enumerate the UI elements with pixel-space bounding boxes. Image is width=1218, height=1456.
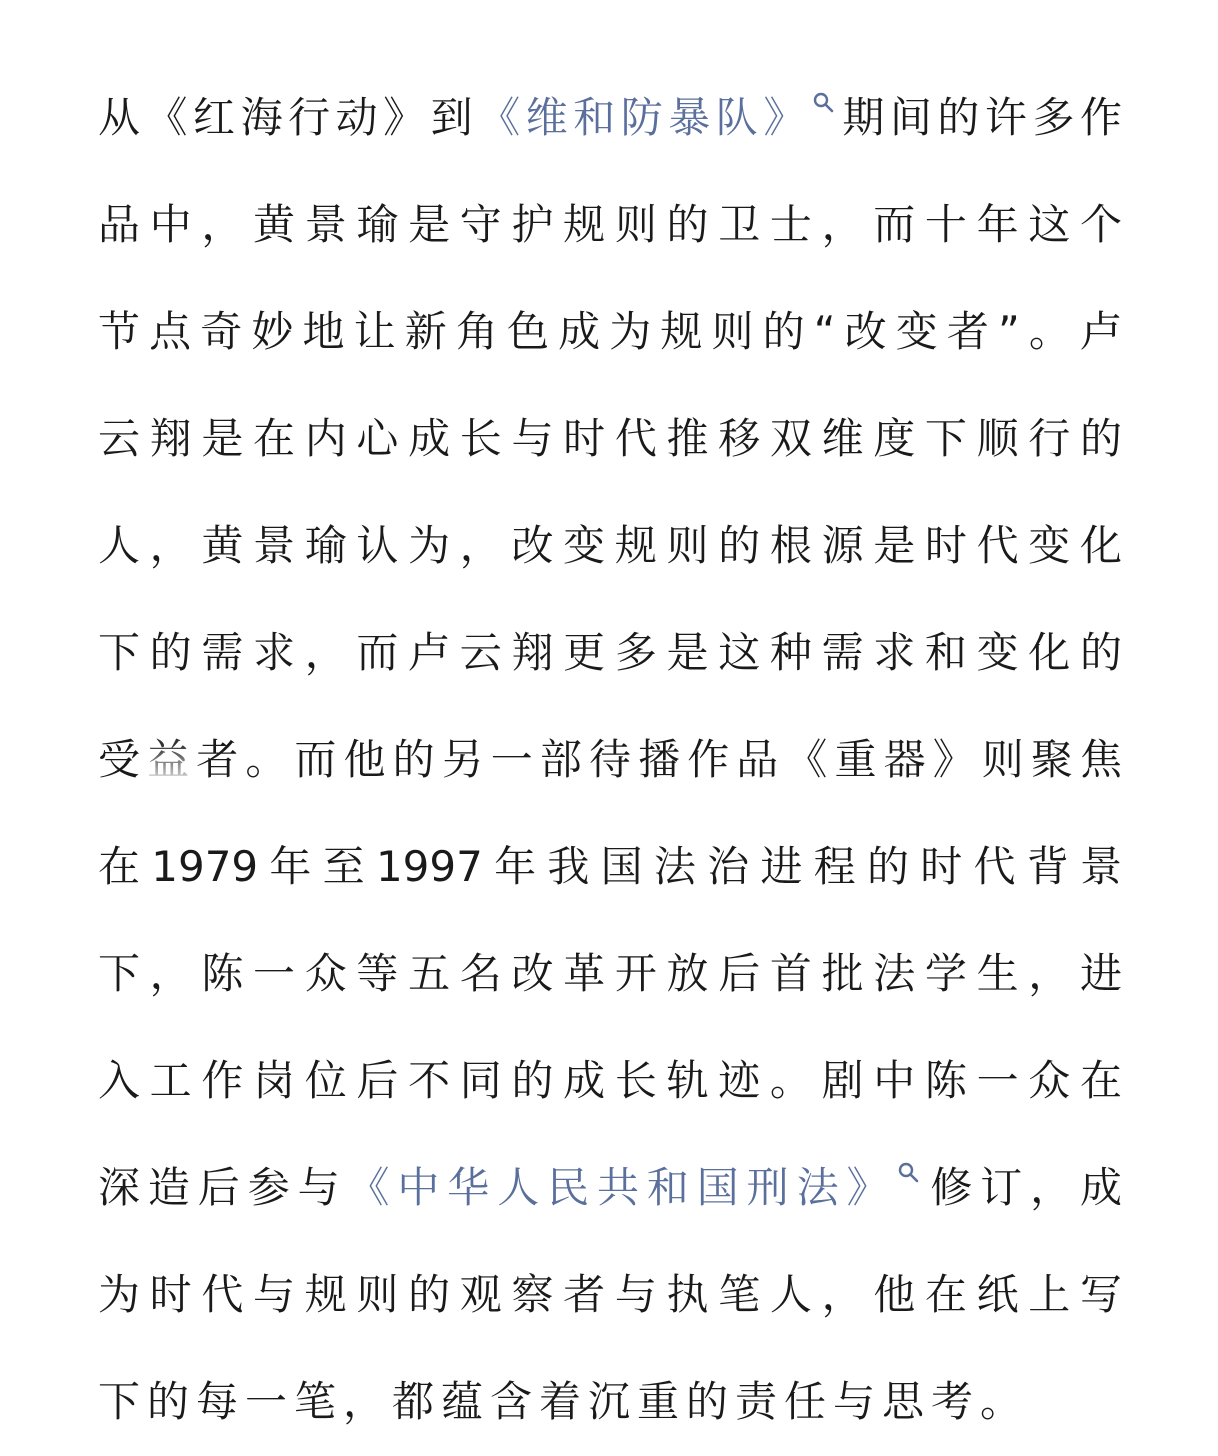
text-span: 者。而他的另一部待播作品《重器》则聚焦 (196, 735, 1122, 784)
text-line: 下的每一笔，都蕴含着沉重的责任与思考。 (98, 1377, 1030, 1426)
text-span: 深造后参与 (98, 1163, 348, 1212)
article-body (98, 64, 1122, 1455)
faded-character: 益 (147, 735, 197, 784)
text-line (98, 706, 1122, 813)
link-weihe-fangbaodui[interactable]: 《维和防暴队》 (478, 93, 811, 142)
text-line: 节点奇妙地让新角色成为规则的“改变者”。卢 (98, 307, 1122, 356)
search-icon[interactable] (811, 64, 837, 106)
text-line: 入工作岗位后不同的成长轨迹。剧中陈一众在 (98, 1056, 1122, 1105)
text-span: 从《红海行动》到 (98, 93, 479, 142)
text-span: 受 (98, 735, 148, 784)
text-span: 期间的许多作 (836, 93, 1122, 142)
text-line: 为时代与规则的观察者与执笔人，他在纸上写 (98, 1270, 1122, 1319)
text-line (98, 64, 1122, 171)
text-span: 修订，成 (922, 1163, 1122, 1212)
text-line: 云翔是在内心成长与时代推移双维度下顺行的 (98, 414, 1122, 463)
text-line: 下的需求，而卢云翔更多是这种需求和变化的 (98, 628, 1122, 677)
text-line (98, 1134, 1122, 1241)
text-line: 人，黄景瑜认为，改变规则的根源是时代变化 (98, 521, 1122, 570)
text-line: 下，陈一众等五名改革开放后首批法学生，进 (98, 949, 1122, 998)
text-line: 在1979年至1997年我国法治进程的时代背景 (98, 842, 1122, 891)
text-line: 品中，黄景瑜是守护规则的卫士，而十年这个 (98, 200, 1122, 249)
link-criminal-law[interactable]: 《中华人民共和国刑法》 (347, 1163, 897, 1212)
search-icon[interactable] (896, 1134, 922, 1176)
